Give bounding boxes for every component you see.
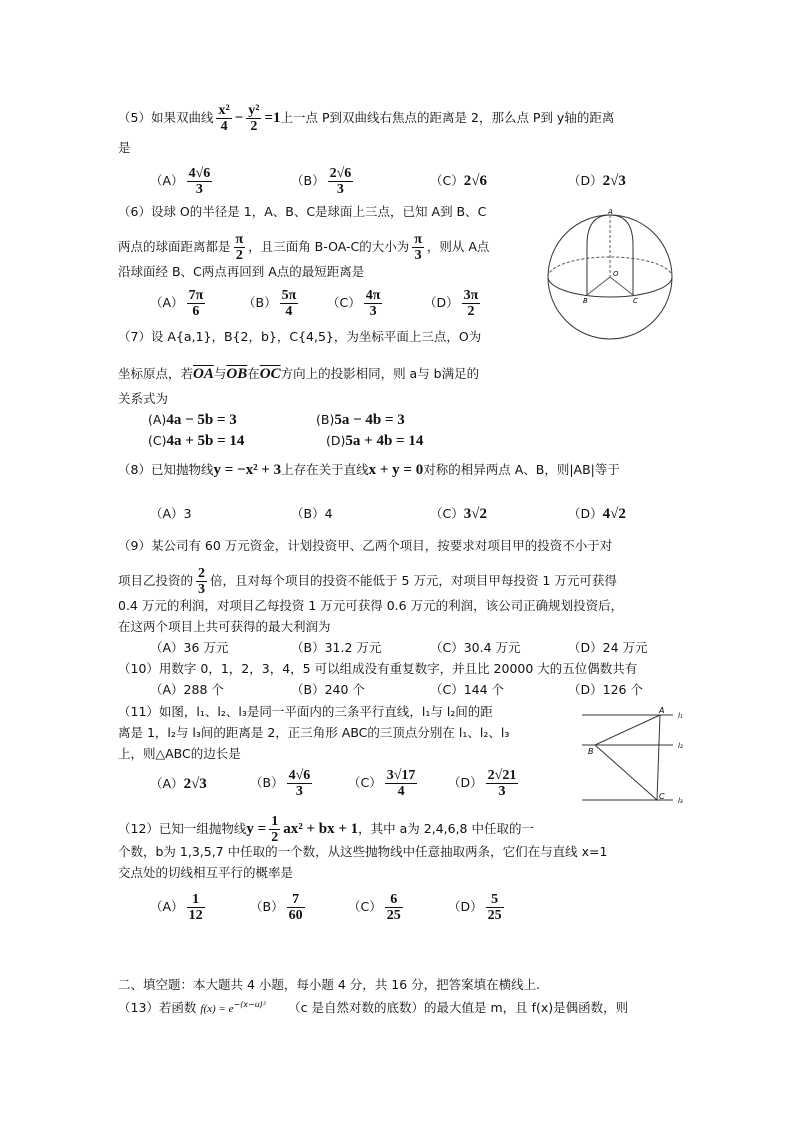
q5-option-d bbox=[568, 173, 626, 189]
label: （C） bbox=[327, 295, 361, 310]
label: （B） bbox=[243, 295, 277, 310]
fraction bbox=[287, 768, 313, 799]
label: （A） bbox=[150, 899, 184, 914]
value: 3 bbox=[183, 506, 192, 521]
q6-option-a bbox=[150, 288, 208, 319]
label-b: B bbox=[588, 747, 594, 756]
label: (D) bbox=[326, 433, 346, 448]
vector-ob: $\overline{OB}$ bbox=[226, 366, 248, 382]
q8-option-b bbox=[291, 506, 333, 522]
q6-option-c bbox=[327, 288, 385, 319]
label-l3: l₃ bbox=[678, 797, 683, 805]
num: 4√6 bbox=[188, 166, 211, 181]
label: （A） bbox=[150, 776, 184, 791]
num: π bbox=[235, 232, 244, 247]
num: 6 bbox=[385, 892, 403, 908]
den: 3 bbox=[369, 304, 377, 319]
den: 2 bbox=[467, 304, 475, 319]
num: 1 bbox=[271, 814, 279, 829]
fraction bbox=[486, 768, 519, 799]
q5-option-c bbox=[430, 173, 487, 189]
label-b: B bbox=[583, 297, 588, 305]
q7-line1: （7）设 A{a,1}，B{2，b}，C{4,5}，为坐标平面上三点，O为 bbox=[118, 329, 482, 344]
value: 3√2 bbox=[463, 506, 487, 522]
text: ，且三面角 B-OA-C的大小为 bbox=[248, 239, 410, 254]
num: 4√6 bbox=[288, 768, 311, 783]
q9-option-d: （D）24 万元 bbox=[568, 640, 648, 655]
text: 与 bbox=[213, 366, 227, 381]
fraction bbox=[328, 166, 354, 197]
den: 4 bbox=[397, 784, 405, 799]
fraction bbox=[385, 892, 403, 923]
section-heading: 二、填空题：本大题共 4 小题，每小题 4 分，共 16 分，把答案填在横线上. bbox=[118, 977, 541, 992]
equation: x + y = 0 bbox=[368, 462, 424, 478]
q8-line1 bbox=[118, 462, 620, 478]
q10-line1: （10）用数字 0，1，2，3，4，5 可以组成没有重复数字，并且比 20000 大的五位偶数共有 bbox=[118, 661, 638, 676]
label: （B） bbox=[291, 173, 325, 188]
den: 4 bbox=[220, 119, 228, 134]
label-a: A bbox=[659, 706, 665, 715]
q9-line1: （9）某公司有 60 万元资金，计划投资甲、乙两个项目，按要求对项目甲的投资不小于对 bbox=[118, 538, 613, 553]
text: 在 bbox=[247, 366, 260, 381]
label-l1: l₁ bbox=[678, 712, 683, 720]
radius-oc bbox=[610, 277, 633, 295]
fraction bbox=[246, 103, 261, 134]
text: 上一点 P到双曲线右焦点的距离是 2，那么点 P到 y轴的距离 bbox=[280, 110, 615, 125]
label: (A) bbox=[148, 412, 167, 427]
q9-line2 bbox=[118, 566, 617, 597]
q9-option-a: （A）36 万元 bbox=[150, 640, 229, 655]
q13-line1 bbox=[118, 997, 628, 1017]
q11-option-b bbox=[250, 768, 315, 799]
q10-option-b: （B）240 个 bbox=[291, 682, 365, 697]
q11-line3: 上，则△ABC的边长是 bbox=[118, 746, 241, 761]
value: 4 bbox=[324, 506, 333, 521]
q7-line3: 关系式为 bbox=[118, 391, 169, 406]
q10-option-c: （C）144 个 bbox=[430, 682, 505, 697]
text: 上存在关于直线 bbox=[281, 462, 369, 477]
q9-line4: 在这两个项目上共可获得的最大利润为 bbox=[118, 619, 331, 634]
equation: f(x) = e bbox=[200, 1003, 234, 1016]
text: 坐标原点，若 bbox=[118, 366, 194, 381]
value: 5a + 4b = 14 bbox=[345, 433, 424, 449]
parallel-lines-figure bbox=[575, 705, 695, 810]
num: 2 bbox=[198, 566, 206, 581]
q10-option-d: （D）126 个 bbox=[568, 682, 643, 697]
q7-line2 bbox=[118, 366, 479, 382]
q6-line2 bbox=[118, 232, 489, 263]
den: 3 bbox=[498, 784, 506, 799]
num: 2√21 bbox=[487, 768, 517, 783]
fraction bbox=[216, 103, 231, 134]
label: （D） bbox=[448, 775, 483, 790]
num: 5π bbox=[281, 288, 297, 303]
value: 2√6 bbox=[463, 173, 487, 189]
q9-option-b: （B）31.2 万元 bbox=[291, 640, 382, 655]
q6-line1: （6）设球 O的半径是 1，A、B、C是球面上三点，已知 A到 B、C bbox=[118, 204, 487, 219]
fraction bbox=[412, 232, 424, 263]
q8-option-c bbox=[430, 506, 487, 522]
q7-option-d bbox=[326, 433, 423, 449]
label-a: A bbox=[608, 208, 613, 216]
label: （D） bbox=[568, 506, 603, 521]
label: （A） bbox=[150, 295, 184, 310]
label: （A） bbox=[150, 173, 184, 188]
text: ，其中 a为 2,4,6,8 中任取的一 bbox=[358, 821, 534, 836]
den: 2 bbox=[271, 830, 279, 845]
fraction bbox=[187, 892, 205, 923]
label-c: C bbox=[633, 297, 638, 305]
num: x² bbox=[218, 103, 230, 118]
exponent: −(x−u)² bbox=[233, 1000, 267, 1009]
text: ，则从 A点 bbox=[426, 239, 490, 254]
fraction bbox=[364, 288, 383, 319]
q5-option-b bbox=[291, 166, 356, 197]
den: 3 bbox=[295, 784, 303, 799]
label: （B） bbox=[291, 506, 325, 521]
text: （5）如果双曲线 bbox=[118, 110, 214, 125]
fraction bbox=[486, 892, 504, 923]
triangle-abc bbox=[595, 715, 660, 800]
num: 4π bbox=[365, 288, 381, 303]
label-c: C bbox=[659, 792, 665, 801]
den: 3 bbox=[198, 582, 206, 597]
den: 25 bbox=[487, 908, 502, 923]
den: 25 bbox=[386, 908, 401, 923]
value: 2√3 bbox=[183, 776, 207, 792]
text: （13）若函数 bbox=[118, 1000, 197, 1016]
den: 3 bbox=[414, 248, 422, 263]
q12-line1 bbox=[118, 814, 534, 845]
num: 7 bbox=[287, 892, 305, 908]
q12-option-c bbox=[348, 892, 406, 923]
q11-line1: （11）如图，l₁、l₂、l₃是同一平面内的三条平行直线，l₁与 l₂间的距 bbox=[118, 704, 493, 719]
q6-option-b bbox=[243, 288, 301, 319]
label: （C） bbox=[348, 899, 382, 914]
den: 60 bbox=[288, 908, 303, 923]
label: （D） bbox=[424, 295, 459, 310]
value: 4a − 5b = 3 bbox=[166, 412, 237, 428]
q12-line2: 个数，b为 1,3,5,7 中任取的一个数，从这些抛物线中任意抽取两条，它们在与直线 x=1 bbox=[118, 844, 608, 859]
equation: ax² + bx + 1 bbox=[283, 821, 359, 837]
label: （D） bbox=[568, 173, 603, 188]
equation: y = −x² + 3 bbox=[213, 462, 282, 478]
q9-line3: 0.4 万元的利润，对项目乙每投资 1 万元可获得 0.6 万元的利润，该公司正确规划投资后， bbox=[118, 598, 624, 613]
q11-option-c bbox=[348, 768, 420, 799]
text: 两点的球面距离都是 bbox=[118, 239, 231, 254]
label: （B） bbox=[250, 899, 284, 914]
vector-oa: $\overline{OA}$ bbox=[193, 366, 214, 382]
equation: y = bbox=[246, 821, 267, 837]
q7-option-c bbox=[148, 433, 244, 449]
label: (B) bbox=[316, 412, 335, 427]
text: 方向上的投影相同，则 a与 b满足的 bbox=[280, 366, 480, 381]
q11-option-d bbox=[448, 768, 521, 799]
text: 倍，且对每个项目的投资不能低于 5 万元，对项目甲每投资 1 万元可获得 bbox=[210, 573, 617, 588]
fraction bbox=[269, 814, 280, 845]
fraction bbox=[196, 566, 207, 597]
text: 对称的相异两点 A、B，则|AB|等于 bbox=[423, 462, 620, 477]
q9-option-c: （C）30.4 万元 bbox=[430, 640, 521, 655]
label: （D） bbox=[448, 899, 483, 914]
fraction bbox=[287, 892, 305, 923]
label: (C) bbox=[148, 433, 167, 448]
num: 3√17 bbox=[386, 768, 416, 783]
fraction bbox=[187, 166, 213, 197]
den: 3 bbox=[195, 182, 203, 197]
label: （C） bbox=[348, 775, 382, 790]
den: 2 bbox=[250, 119, 258, 134]
label: （C） bbox=[430, 506, 464, 521]
label-l2: l₂ bbox=[678, 742, 683, 750]
value: 2√3 bbox=[602, 173, 626, 189]
num: π bbox=[414, 232, 422, 247]
fraction bbox=[187, 288, 206, 319]
den: 2 bbox=[235, 248, 243, 263]
q6-option-d bbox=[424, 288, 483, 319]
text: （12）已知一组抛物线 bbox=[118, 821, 247, 836]
label-o: O bbox=[613, 270, 619, 278]
fraction bbox=[462, 288, 481, 319]
fraction bbox=[385, 768, 418, 799]
sphere-figure bbox=[545, 205, 675, 347]
num: 2√6 bbox=[329, 166, 352, 181]
radius-ob bbox=[587, 277, 610, 295]
text: − bbox=[234, 110, 244, 126]
den: 3 bbox=[336, 182, 344, 197]
den: 6 bbox=[192, 304, 200, 319]
vector-oc: $\overline{OC}$ bbox=[259, 366, 281, 382]
q5-option-a bbox=[150, 166, 215, 197]
num: 5 bbox=[486, 892, 504, 908]
q7-option-a bbox=[148, 412, 237, 428]
text: 项目乙投资的 bbox=[118, 573, 194, 588]
value: 4a + 5b = 14 bbox=[166, 433, 245, 449]
q6-line3: 沿球面经 B、C两点再回到 A点的最短距离是 bbox=[118, 264, 365, 279]
q12-option-d bbox=[448, 892, 507, 923]
fraction bbox=[280, 288, 299, 319]
q12-option-a bbox=[150, 892, 208, 923]
q12-option-b bbox=[250, 892, 308, 923]
equator-front bbox=[548, 277, 672, 297]
q7-option-b bbox=[316, 412, 405, 428]
label: （C） bbox=[430, 173, 464, 188]
den: 12 bbox=[188, 908, 203, 923]
value: 5a − 4b = 3 bbox=[334, 412, 405, 428]
label: （B） bbox=[250, 775, 284, 790]
den: 4 bbox=[285, 304, 293, 319]
q11-line2: 离是 1，l₂与 l₃间的距离是 2，正三角形 ABC的三顶点分别在 l₁、l₂、l₃ bbox=[118, 725, 510, 740]
q11-option-a bbox=[150, 776, 207, 792]
q10-option-a: （A）288 个 bbox=[150, 682, 224, 697]
q8-option-d bbox=[568, 506, 626, 522]
q5-line2: 是 bbox=[118, 140, 131, 155]
text: （c 是自然对数的底数）的最大值是 m，且 f(x)是偶函数，则 bbox=[288, 1000, 629, 1016]
value: 4√2 bbox=[602, 506, 626, 522]
num: 1 bbox=[187, 892, 205, 908]
text: =1 bbox=[264, 110, 281, 126]
q12-line3: 交点处的切线相互平行的概率是 bbox=[118, 865, 294, 880]
label: （A） bbox=[150, 506, 184, 521]
text: （8）已知抛物线 bbox=[118, 462, 214, 477]
num: 3π bbox=[463, 288, 479, 303]
fraction bbox=[234, 232, 246, 263]
q5-line1 bbox=[118, 103, 614, 134]
num: 7π bbox=[188, 288, 204, 303]
num: y² bbox=[248, 103, 260, 118]
q8-option-a bbox=[150, 506, 192, 522]
